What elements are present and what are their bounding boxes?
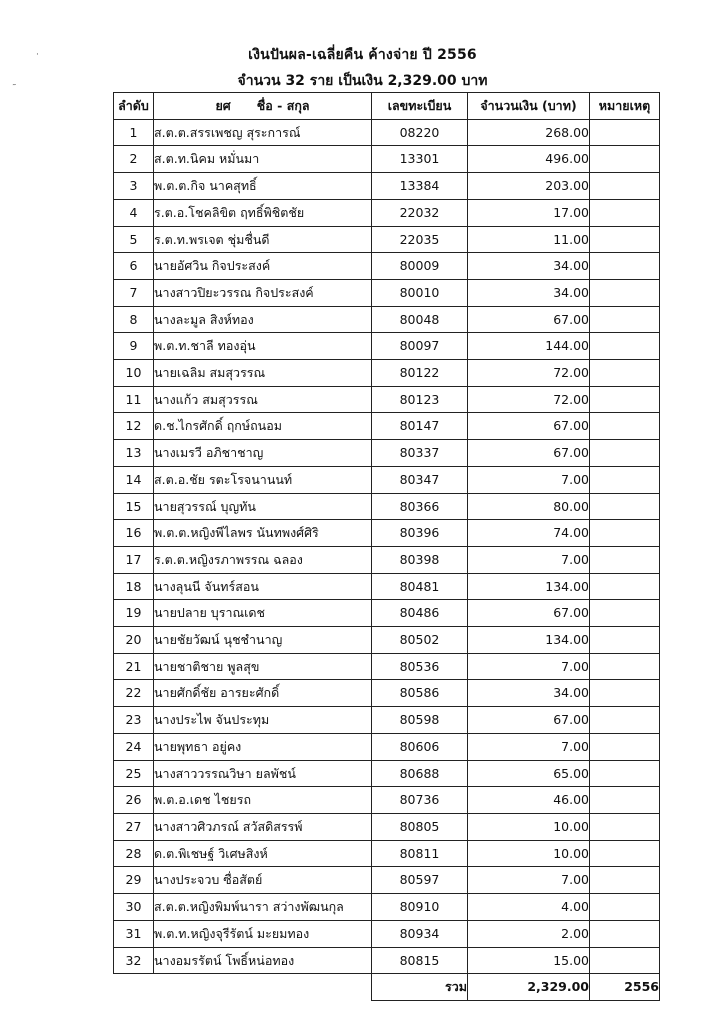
row-reg: 80123 [372,386,468,413]
row-no: 3 [114,173,154,200]
row-no: 11 [114,386,154,413]
row-reg: 80805 [372,813,468,840]
row-name: นายพุทธา อยู่คง [154,733,372,760]
row-amount: 268.00 [468,119,590,146]
row-amount: 74.00 [468,520,590,547]
row-name: ส.ต.อ.ชัย รตะโรจนานนท์ [154,466,372,493]
row-reg: 80597 [372,867,468,894]
row-remark [590,707,660,734]
row-name: ร.ต.ท.พรเจต ชุ่มชื่นดี [154,226,372,253]
row-remark [590,440,660,467]
row-name: นางประจวบ ซื่อสัตย์ [154,867,372,894]
row-no: 10 [114,360,154,387]
row-no: 30 [114,894,154,921]
document-subtitle: จำนวน 32 ราย เป็นเงิน 2,329.00 บาท [237,73,488,89]
table-row [114,279,660,306]
row-no: 23 [114,707,154,734]
row-amount: 80.00 [468,493,590,520]
row-name: นางประไพ จันประทุม [154,707,372,734]
row-reg: 80048 [372,306,468,333]
row-reg: 08220 [372,119,468,146]
row-no: 15 [114,493,154,520]
scan-speck: · [36,50,39,60]
row-reg: 80815 [372,947,468,974]
row-no: 19 [114,600,154,627]
row-no: 13 [114,440,154,467]
table-row [114,253,660,280]
row-no: 20 [114,627,154,654]
row-amount: 10.00 [468,813,590,840]
row-no: 22 [114,680,154,707]
row-remark [590,867,660,894]
row-no: 16 [114,520,154,547]
row-remark [590,653,660,680]
row-reg: 80481 [372,573,468,600]
row-no: 4 [114,199,154,226]
row-remark [590,306,660,333]
row-name: ส.ต.ต.สรรเพชญ สุระการณ์ [154,119,372,146]
row-reg: 80366 [372,493,468,520]
dividend-table [113,92,660,1001]
row-remark [590,546,660,573]
row-amount: 67.00 [468,600,590,627]
table-row [114,627,660,654]
row-reg: 13384 [372,173,468,200]
row-reg: 80910 [372,894,468,921]
table-row [114,546,660,573]
row-amount: 67.00 [468,413,590,440]
row-amount: 134.00 [468,627,590,654]
row-name: นางสาวศิวภรณ์ สวัสดิสรรพ์ [154,813,372,840]
row-name: นายสุวรรณ์ บุญทัน [154,493,372,520]
row-amount: 11.00 [468,226,590,253]
total-remark: 2556 [590,974,660,1001]
table-row [114,493,660,520]
row-remark [590,920,660,947]
row-name: นายอัศวิน กิจประสงค์ [154,253,372,280]
row-name: ด.ช.ไกรศักดิ์ ฤกษ์ถนอม [154,413,372,440]
table-row [114,440,660,467]
row-reg: 80337 [372,440,468,467]
table-row [114,360,660,387]
row-remark [590,466,660,493]
row-remark [590,119,660,146]
row-name: พ.ต.ท.หญิงจุรีรัตน์ มะยมทอง [154,920,372,947]
row-remark [590,947,660,974]
row-no: 26 [114,787,154,814]
row-remark [590,226,660,253]
row-reg: 22032 [372,199,468,226]
row-no: 18 [114,573,154,600]
row-reg: 80606 [372,733,468,760]
row-name: พ.ต.ท.ชาลี ทองอุ่น [154,333,372,360]
row-reg: 22035 [372,226,468,253]
table-row [114,733,660,760]
row-reg: 80536 [372,653,468,680]
document-title: เงินปันผล-เฉลี่ยคืน ค้างจ่าย ปี 2556 [248,47,477,63]
row-no: 8 [114,306,154,333]
row-amount: 2.00 [468,920,590,947]
row-reg: 80688 [372,760,468,787]
row-amount: 7.00 [468,867,590,894]
row-no: 12 [114,413,154,440]
row-amount: 17.00 [468,199,590,226]
row-amount: 496.00 [468,146,590,173]
row-name: นายชาติชาย พูลสุข [154,653,372,680]
row-remark [590,840,660,867]
table-header-row [114,93,660,120]
row-amount: 67.00 [468,707,590,734]
row-remark [590,386,660,413]
row-name: พ.ต.อ.เดช ไชยรถ [154,787,372,814]
row-remark [590,600,660,627]
row-amount: 10.00 [468,840,590,867]
row-name: ด.ต.พิเชษฐ์ วิเศษสิงห์ [154,840,372,867]
row-remark [590,520,660,547]
row-no: 17 [114,546,154,573]
row-reg: 80811 [372,840,468,867]
row-amount: 72.00 [468,386,590,413]
table-row [114,119,660,146]
table-row [114,413,660,440]
row-name: นางละมูล สิงห์ทอง [154,306,372,333]
row-name: นายชัยวัฒน์ นุชชำนาญ [154,627,372,654]
row-reg: 80009 [372,253,468,280]
row-remark [590,146,660,173]
row-name: ร.ต.อ.โชคลิขิต ฤทธิ์พิชิตชัย [154,199,372,226]
row-remark [590,279,660,306]
row-no: 9 [114,333,154,360]
row-amount: 34.00 [468,253,590,280]
row-reg: 13301 [372,146,468,173]
row-no: 2 [114,146,154,173]
row-amount: 4.00 [468,894,590,921]
row-reg: 80598 [372,707,468,734]
table-row [114,760,660,787]
row-name: พ.ต.ต.หญิงพีไลพร นันทพงศ์ศิริ [154,520,372,547]
table-row [114,333,660,360]
row-amount: 46.00 [468,787,590,814]
row-no: 1 [114,119,154,146]
row-name: นางลุนนี จันทร์สอน [154,573,372,600]
row-amount: 15.00 [468,947,590,974]
row-amount: 7.00 [468,733,590,760]
row-amount: 144.00 [468,333,590,360]
row-amount: 7.00 [468,466,590,493]
row-remark [590,573,660,600]
row-reg: 80147 [372,413,468,440]
row-amount: 67.00 [468,306,590,333]
header-reg: เลขทะเบียน [372,93,468,120]
table-row [114,466,660,493]
row-remark [590,333,660,360]
row-reg: 80586 [372,680,468,707]
table-row [114,894,660,921]
table-row [114,920,660,947]
table-row [114,947,660,974]
row-name: นางสาวปิยะวรรณ กิจประสงค์ [154,279,372,306]
row-no: 27 [114,813,154,840]
row-remark [590,760,660,787]
table-row [114,306,660,333]
row-reg: 80010 [372,279,468,306]
table-row [114,707,660,734]
row-no: 14 [114,466,154,493]
row-reg: 80097 [372,333,468,360]
row-name: ส.ต.ต.หญิงพิมพ์นารา สว่างพัฒนกุล [154,894,372,921]
total-row [114,974,660,1001]
total-amount: 2,329.00 [468,974,590,1001]
row-remark [590,733,660,760]
row-amount: 34.00 [468,680,590,707]
row-remark [590,787,660,814]
table-row [114,653,660,680]
row-remark [590,627,660,654]
header-name: ยศ ชื่อ - สกุล [154,93,372,120]
row-amount: 65.00 [468,760,590,787]
row-no: 7 [114,279,154,306]
row-remark [590,199,660,226]
table-row [114,520,660,547]
table-row [114,787,660,814]
row-name: นายเฉลิม สมสุวรรณ [154,360,372,387]
row-reg: 80122 [372,360,468,387]
row-no: 21 [114,653,154,680]
row-reg: 80347 [372,466,468,493]
row-amount: 7.00 [468,653,590,680]
row-amount: 203.00 [468,173,590,200]
row-amount: 34.00 [468,279,590,306]
row-reg: 80398 [372,546,468,573]
row-name: ร.ต.ต.หญิงรภาพรรณ ฉลอง [154,546,372,573]
table-row [114,226,660,253]
row-remark [590,680,660,707]
row-amount: 67.00 [468,440,590,467]
row-amount: 72.00 [468,360,590,387]
row-reg: 80486 [372,600,468,627]
table-row [114,199,660,226]
row-no: 28 [114,840,154,867]
row-remark [590,360,660,387]
row-name: นายศักดิ์ชัย อารยะศักดิ์ [154,680,372,707]
table-row [114,813,660,840]
table-row [114,867,660,894]
scan-speck: ˜ [12,84,17,94]
row-reg: 80502 [372,627,468,654]
table-row [114,840,660,867]
table-row [114,680,660,707]
row-name: นางแก้ว สมสุวรรณ [154,386,372,413]
total-label: รวม [372,974,468,1001]
row-no: 5 [114,226,154,253]
row-name: นางเมรวี อภิชาชาญ [154,440,372,467]
row-remark [590,493,660,520]
row-reg: 80736 [372,787,468,814]
row-reg: 80396 [372,520,468,547]
row-no: 31 [114,920,154,947]
row-remark [590,894,660,921]
header-amount: จำนวนเงิน (บาท) [468,93,590,120]
row-no: 32 [114,947,154,974]
row-name: ส.ต.ท.นิคม หมั่นมา [154,146,372,173]
row-remark [590,253,660,280]
row-remark [590,813,660,840]
row-no: 25 [114,760,154,787]
table-row [114,600,660,627]
row-name: นายปลาย บุราณเดช [154,600,372,627]
row-name: พ.ต.ต.กิจ นาคสุทธิ์ [154,173,372,200]
row-name: นางอมรรัตน์ โพธิ์หน่อทอง [154,947,372,974]
table-row [114,573,660,600]
row-no: 6 [114,253,154,280]
row-remark [590,173,660,200]
row-name: นางสาววรรณวิษา ยลพัชน์ [154,760,372,787]
header-remark: หมายเหตุ [590,93,660,120]
table-row [114,386,660,413]
header-no: ลำดับ [114,93,154,120]
row-no: 24 [114,733,154,760]
row-reg: 80934 [372,920,468,947]
row-amount: 134.00 [468,573,590,600]
row-remark [590,413,660,440]
total-blank [114,974,372,1001]
row-no: 29 [114,867,154,894]
table-row [114,146,660,173]
row-amount: 7.00 [468,546,590,573]
table-row [114,173,660,200]
